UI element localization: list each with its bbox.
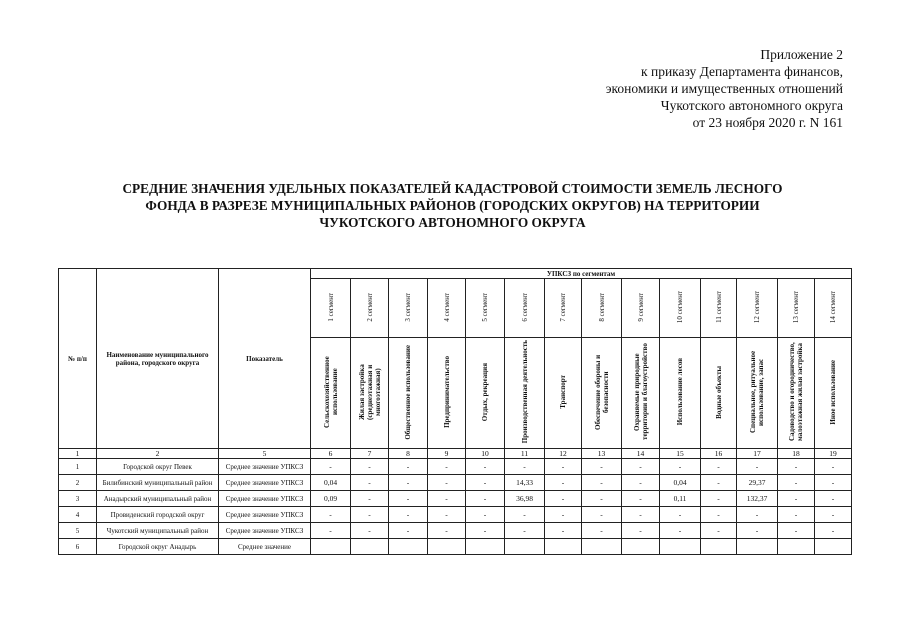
segment-value-cell: -: [311, 459, 351, 475]
segment-value-cell: -: [351, 507, 389, 523]
segment-value-cell: 14,33: [505, 475, 545, 491]
segment-value-cell: -: [660, 523, 701, 539]
table-row: [59, 475, 852, 491]
segment-value-cell: -: [815, 475, 852, 491]
row-number: 1: [59, 459, 97, 475]
segment-value-cell: -: [428, 523, 466, 539]
table-row: [59, 491, 852, 507]
segment-value-cell: -: [389, 475, 428, 491]
use-header: Сельскохозяйственное использование: [322, 356, 339, 428]
segment-header: 1 сегмент: [326, 292, 335, 322]
segment-value-cell: -: [466, 475, 505, 491]
segment-value-cell: -: [701, 523, 737, 539]
segment-value-cell: -: [815, 523, 852, 539]
column-number: 11: [505, 449, 545, 459]
segment-value-cell: -: [778, 523, 815, 539]
header-indicator: Показатель: [219, 269, 311, 449]
segment-value-cell: -: [622, 475, 660, 491]
district-name: Чукотский муниципальный район: [97, 523, 219, 539]
appendix-line: Чукотского автономного округа: [660, 98, 843, 113]
segment-header: 4 сегмент: [442, 292, 451, 322]
document-title: [60, 180, 845, 231]
segment-value-cell: -: [389, 459, 428, 475]
column-number: 18: [778, 449, 815, 459]
row-number: 3: [59, 491, 97, 507]
segment-value-cell: -: [351, 491, 389, 507]
segment-value-cell: -: [701, 491, 737, 507]
use-header: Общественное использование: [404, 344, 412, 440]
segment-value-cell: [428, 539, 466, 555]
indicator-cell: Среднее значение УПКСЗ: [219, 523, 311, 539]
segment-value-cell: -: [428, 459, 466, 475]
segment-value-cell: -: [466, 507, 505, 523]
appendix-line: Приложение 2: [760, 47, 843, 62]
segment-value-cell: -: [311, 523, 351, 539]
header-segments-group: УПКСЗ по сегментам: [311, 269, 852, 279]
segment-value-cell: [778, 539, 815, 555]
segment-value-cell: -: [389, 507, 428, 523]
indicator-cell: Среднее значение УПКСЗ: [219, 475, 311, 491]
row-number: 2: [59, 475, 97, 491]
segment-value-cell: -: [778, 507, 815, 523]
segment-header: 6 сегмент: [520, 292, 529, 322]
segment-value-cell: [622, 539, 660, 555]
column-number: 10: [466, 449, 505, 459]
column-number: 16: [701, 449, 737, 459]
segment-value-cell: -: [428, 507, 466, 523]
segment-value-cell: [815, 539, 852, 555]
column-number: 2: [97, 449, 219, 459]
segment-value-cell: -: [815, 507, 852, 523]
segment-value-cell: -: [622, 523, 660, 539]
column-number: 1: [59, 449, 97, 459]
use-header: Отдых, рекреация: [481, 362, 489, 422]
column-number: 6: [311, 449, 351, 459]
segment-value-cell: -: [389, 491, 428, 507]
segment-value-cell: -: [815, 491, 852, 507]
segment-value-cell: 36,98: [505, 491, 545, 507]
use-header: Использование лесов: [676, 358, 684, 426]
table-row: [59, 507, 852, 523]
segment-header: 8 сегмент: [597, 292, 606, 322]
use-header: Специальное, ритуальное использование, запас: [749, 350, 765, 434]
upksz-table: [58, 268, 852, 555]
segment-value-cell: -: [815, 459, 852, 475]
segment-value-cell: -: [545, 523, 582, 539]
use-header: Садоводство и огородничество, малоэтажная жилая застройка: [788, 342, 804, 442]
use-header: Обеспечение обороны и безопасности: [593, 354, 610, 430]
header-name: Наименование муниципального района, городского округа: [97, 269, 219, 449]
segment-value-cell: -: [582, 491, 622, 507]
column-number: 13: [582, 449, 622, 459]
title-line: ФОНДА В РАЗРЕЗЕ МУНИЦИПАЛЬНЫХ РАЙОНОВ (ГОРОДСКИХ ОКРУГОВ) НА ТЕРРИТОРИИ: [145, 198, 760, 213]
column-number: 19: [815, 449, 852, 459]
segment-value-cell: [660, 539, 701, 555]
use-header: Производственная деятельность: [520, 340, 529, 444]
segment-value-cell: -: [351, 475, 389, 491]
segment-value-cell: [389, 539, 428, 555]
segment-header: 14 сегмент: [829, 290, 838, 324]
segment-value-cell: 29,37: [737, 475, 778, 491]
segment-value-cell: [466, 539, 505, 555]
segment-value-cell: [351, 539, 389, 555]
segment-value-cell: -: [701, 475, 737, 491]
segment-value-cell: -: [582, 459, 622, 475]
table-row: [59, 459, 852, 475]
segment-value-cell: [505, 539, 545, 555]
segment-value-cell: -: [351, 523, 389, 539]
segment-header: 10 сегмент: [676, 290, 684, 324]
segment-value-cell: -: [428, 491, 466, 507]
appendix-line: от 23 ноября 2020 г. N 161: [692, 115, 843, 130]
segment-header: 5 сегмент: [481, 292, 489, 322]
segment-value-cell: -: [778, 491, 815, 507]
segment-value-cell: -: [660, 507, 701, 523]
title-line: ЧУКОТСКОГО АВТОНОМНОГО ОКРУГА: [319, 215, 586, 230]
row-number: 4: [59, 507, 97, 523]
segment-value-cell: -: [778, 475, 815, 491]
appendix-line: к приказу Департамента финансов,: [641, 64, 843, 79]
indicator-cell: Среднее значение: [219, 539, 311, 555]
column-number: 9: [428, 449, 466, 459]
title-line: СРЕДНИЕ ЗНАЧЕНИЯ УДЕЛЬНЫХ ПОКАЗАТЕЛЕЙ КАДАСТРОВОЙ СТОИМОСТИ ЗЕМЕЛЬ ЛЕСНОГО: [122, 181, 783, 196]
segment-value-cell: 132,37: [737, 491, 778, 507]
column-number: 15: [660, 449, 701, 459]
district-name: Анадырский муниципальный район: [97, 491, 219, 507]
segment-value-cell: -: [466, 491, 505, 507]
segment-header: 12 сегмент: [753, 290, 761, 324]
use-header: Охраняемые природные территории и благоустройство: [632, 343, 649, 441]
segment-value-cell: -: [545, 459, 582, 475]
column-number: 8: [389, 449, 428, 459]
segment-header: 7 сегмент: [559, 292, 567, 322]
row-number: 6: [59, 539, 97, 555]
segment-value-cell: 0,04: [660, 475, 701, 491]
segment-value-cell: -: [622, 459, 660, 475]
segment-value-cell: -: [428, 475, 466, 491]
column-number: 5: [219, 449, 311, 459]
segment-value-cell: [701, 539, 737, 555]
segment-value-cell: -: [505, 507, 545, 523]
appendix-header: [483, 46, 843, 131]
segment-value-cell: -: [311, 507, 351, 523]
segment-value-cell: -: [737, 459, 778, 475]
segment-value-cell: -: [701, 459, 737, 475]
segment-header: 9 сегмент: [636, 292, 645, 322]
segment-value-cell: -: [351, 459, 389, 475]
segment-value-cell: -: [545, 491, 582, 507]
segment-value-cell: -: [701, 507, 737, 523]
district-name: Провиденский городской округ: [97, 507, 219, 523]
district-name: Городской округ Анадырь: [97, 539, 219, 555]
segment-value-cell: 0,11: [660, 491, 701, 507]
segment-value-cell: -: [737, 507, 778, 523]
segment-value-cell: 0,04: [311, 475, 351, 491]
table-row: [59, 523, 852, 539]
segment-value-cell: [737, 539, 778, 555]
district-name: Городской округ Певек: [97, 459, 219, 475]
use-header: Транспорт: [559, 375, 567, 409]
row-number: 5: [59, 523, 97, 539]
segment-value-cell: -: [778, 459, 815, 475]
segment-value-cell: -: [389, 523, 428, 539]
segment-value-cell: -: [545, 507, 582, 523]
column-number: 17: [737, 449, 778, 459]
use-header: Жилая застройка (среднеэтажная и многоэтажная): [357, 364, 382, 420]
segment-header: 11 сегмент: [714, 291, 723, 323]
segment-value-cell: -: [622, 491, 660, 507]
header-num: № п/п: [59, 269, 97, 449]
appendix-line: экономики и имущественных отношений: [605, 81, 843, 96]
segment-value-cell: -: [582, 475, 622, 491]
indicator-cell: Среднее значение УПКСЗ: [219, 491, 311, 507]
column-number: 14: [622, 449, 660, 459]
use-header: Водные объекты: [714, 365, 723, 419]
segment-value-cell: -: [466, 459, 505, 475]
segment-header: 2 сегмент: [365, 292, 374, 322]
indicator-cell: Среднее значение УПКСЗ: [219, 459, 311, 475]
segment-value-cell: 0,09: [311, 491, 351, 507]
segment-value-cell: [545, 539, 582, 555]
segment-value-cell: -: [737, 523, 778, 539]
segment-value-cell: -: [582, 523, 622, 539]
segment-value-cell: [582, 539, 622, 555]
segment-header: 13 сегмент: [792, 290, 800, 324]
use-header: Иное использование: [829, 359, 838, 425]
segment-value-cell: -: [466, 523, 505, 539]
segment-value-cell: -: [505, 459, 545, 475]
segment-value-cell: -: [660, 459, 701, 475]
use-header: Предпринимательство: [442, 356, 451, 428]
segment-value-cell: [311, 539, 351, 555]
segment-value-cell: -: [582, 507, 622, 523]
segment-value-cell: -: [545, 475, 582, 491]
indicator-cell: Среднее значение УПКСЗ: [219, 507, 311, 523]
column-number: 12: [545, 449, 582, 459]
column-number-row: [59, 449, 852, 459]
column-number: 7: [351, 449, 389, 459]
segment-value-cell: -: [505, 523, 545, 539]
district-name: Билибинский муниципальный район: [97, 475, 219, 491]
table-row: [59, 539, 852, 555]
segment-value-cell: -: [622, 507, 660, 523]
segment-header: 3 сегмент: [404, 292, 412, 322]
